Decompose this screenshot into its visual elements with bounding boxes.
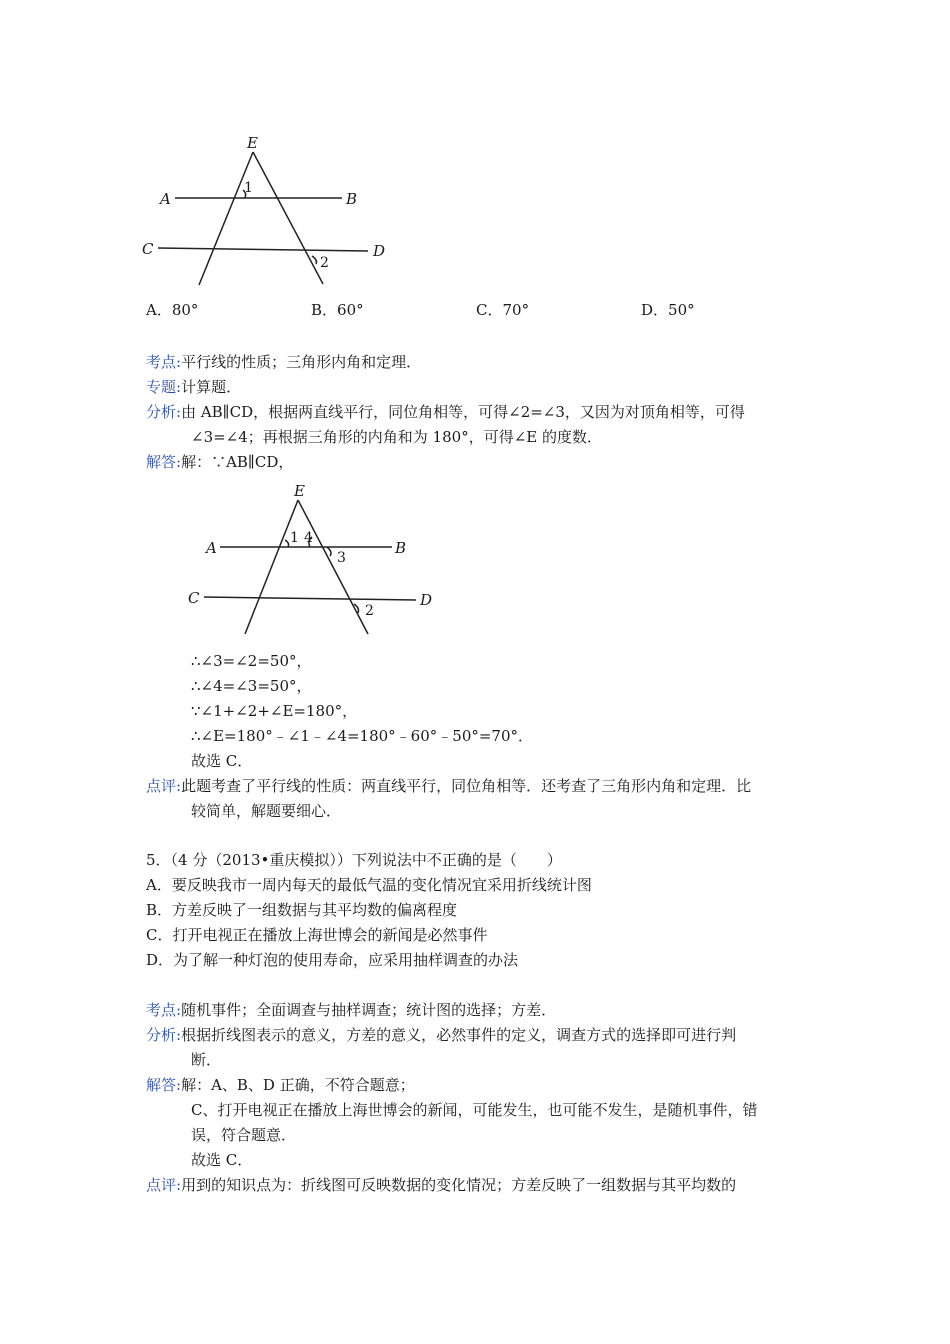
q5-jieda-row — [146, 1075, 415, 1095]
line-cd-2 — [204, 597, 416, 600]
step-4: ∴∠E=180°﹣∠1﹣∠4=180°﹣60°﹣50°=70°． — [191, 727, 534, 745]
q5-jieda-text-1: 解：A、B、D 正确，不符合题意； — [181, 1076, 415, 1094]
zhuanti-label: 专题: — [146, 378, 182, 396]
label-b: B — [346, 190, 358, 208]
label-angle-3: 3 — [337, 550, 346, 566]
angle-3-arc — [327, 547, 331, 556]
label-c-2: C — [188, 589, 200, 607]
step-1: ∴∠3=∠2=50°， — [191, 652, 312, 670]
dianping-label: 点评: — [146, 777, 182, 795]
q5-jieda-label: 解答: — [146, 1076, 182, 1094]
kaodian-text: 平行线的性质；三角形内角和定理． — [181, 353, 422, 371]
label-angle-2-2: 2 — [365, 603, 374, 619]
q5-kaodian-label: 考点: — [146, 1001, 182, 1019]
q5-option-d: D．为了解一种灯泡的使用寿命，应采用抽样调查的办法 — [146, 951, 519, 969]
option-b: B．60° — [311, 301, 364, 319]
q5-kaodian-text: 随机事件；全面调查与抽样调查；统计图的选择；方差． — [181, 1001, 557, 1019]
step-3: ∵∠1+∠2+∠E=180°， — [191, 702, 358, 720]
label-a: A — [160, 190, 171, 208]
q5-kaodian-row — [146, 1000, 556, 1020]
q5-fenxi-text-1: 根据折线图表示的意义，方差的意义，必然事件的定义，调查方式的选择即可进行判 — [181, 1026, 737, 1044]
kaodian-label: 考点: — [146, 353, 182, 371]
q5-option-a: A．要反映我市一周内每天的最低气温的变化情况宜采用折线统计图 — [146, 876, 592, 894]
q5-stem: 5．（4 分（2013•重庆模拟））下列说法中不正确的是（ ） — [146, 851, 562, 869]
q5-option-b: B．方差反映了一组数据与其平均数的偏离程度 — [146, 901, 458, 919]
q5-fenxi-text-2: 断． — [191, 1051, 222, 1069]
label-d: D — [373, 242, 386, 260]
label-a-2: A — [206, 539, 217, 557]
dianping-row — [146, 776, 751, 796]
q5-fenxi-label: 分析: — [146, 1026, 182, 1044]
q5-dianping-text-1: 用到的知识点为：折线图可反映数据的变化情况；方差反映了一组数据与其平均数的 — [181, 1176, 737, 1194]
step-5: 故选 C． — [191, 752, 253, 770]
line-ea-2 — [245, 500, 298, 634]
fenxi-label: 分析: — [146, 403, 182, 421]
label-angle-1-2: 1 — [290, 530, 299, 546]
label-b-2: B — [395, 539, 407, 557]
q5-dianping-row — [146, 1175, 736, 1195]
q5-fenxi-row — [146, 1025, 736, 1045]
option-d: D．50° — [641, 301, 695, 319]
option-a: A．80° — [146, 301, 199, 319]
fenxi-text-2: ∠3=∠4；再根据三角形的内角和为 180°，可得∠E 的度数． — [191, 428, 602, 446]
fenxi-text-1: 由 AB∥CD，根据两直线平行，同位角相等，可得∠2=∠3，又因为对顶角相等，可得 — [181, 403, 745, 421]
zhuanti-text: 计算题． — [181, 378, 242, 396]
q5-option-c: C．打开电视正在播放上海世博会的新闻是必然事件 — [146, 926, 488, 944]
line-eb-2 — [298, 500, 368, 634]
angle-1-arc-2 — [285, 540, 289, 547]
dianping-text-1: 此题考查了平行线的性质：两直线平行，同位角相等．还考查了三角形内角和定理．比 — [181, 777, 752, 795]
label-angle-2: 2 — [320, 255, 329, 271]
jieda-label: 解答: — [146, 453, 182, 471]
q5-jieda-text-3: 误，符合题意． — [191, 1126, 297, 1144]
dianping-text-2: 较简单，解题要细心． — [191, 802, 342, 820]
option-c: C．70° — [476, 301, 530, 319]
q5-jieda-text-2: C、打开电视正在播放上海世博会的新闻，可能发生，也可能不发生，是随机事件，错 — [191, 1101, 758, 1119]
label-c: C — [142, 240, 154, 258]
q5-jieda-text-4: 故选 C． — [191, 1151, 253, 1169]
label-e-2: E — [294, 482, 305, 500]
q5-dianping-label: 点评: — [146, 1176, 182, 1194]
jieda-text-1: 解：∵AB∥CD， — [181, 453, 294, 471]
label-d-2: D — [420, 591, 433, 609]
label-e: E — [247, 134, 258, 152]
label-angle-1: 1 — [244, 180, 253, 196]
label-angle-4: 4 — [304, 530, 313, 546]
step-2: ∴∠4=∠3=50°， — [191, 677, 312, 695]
